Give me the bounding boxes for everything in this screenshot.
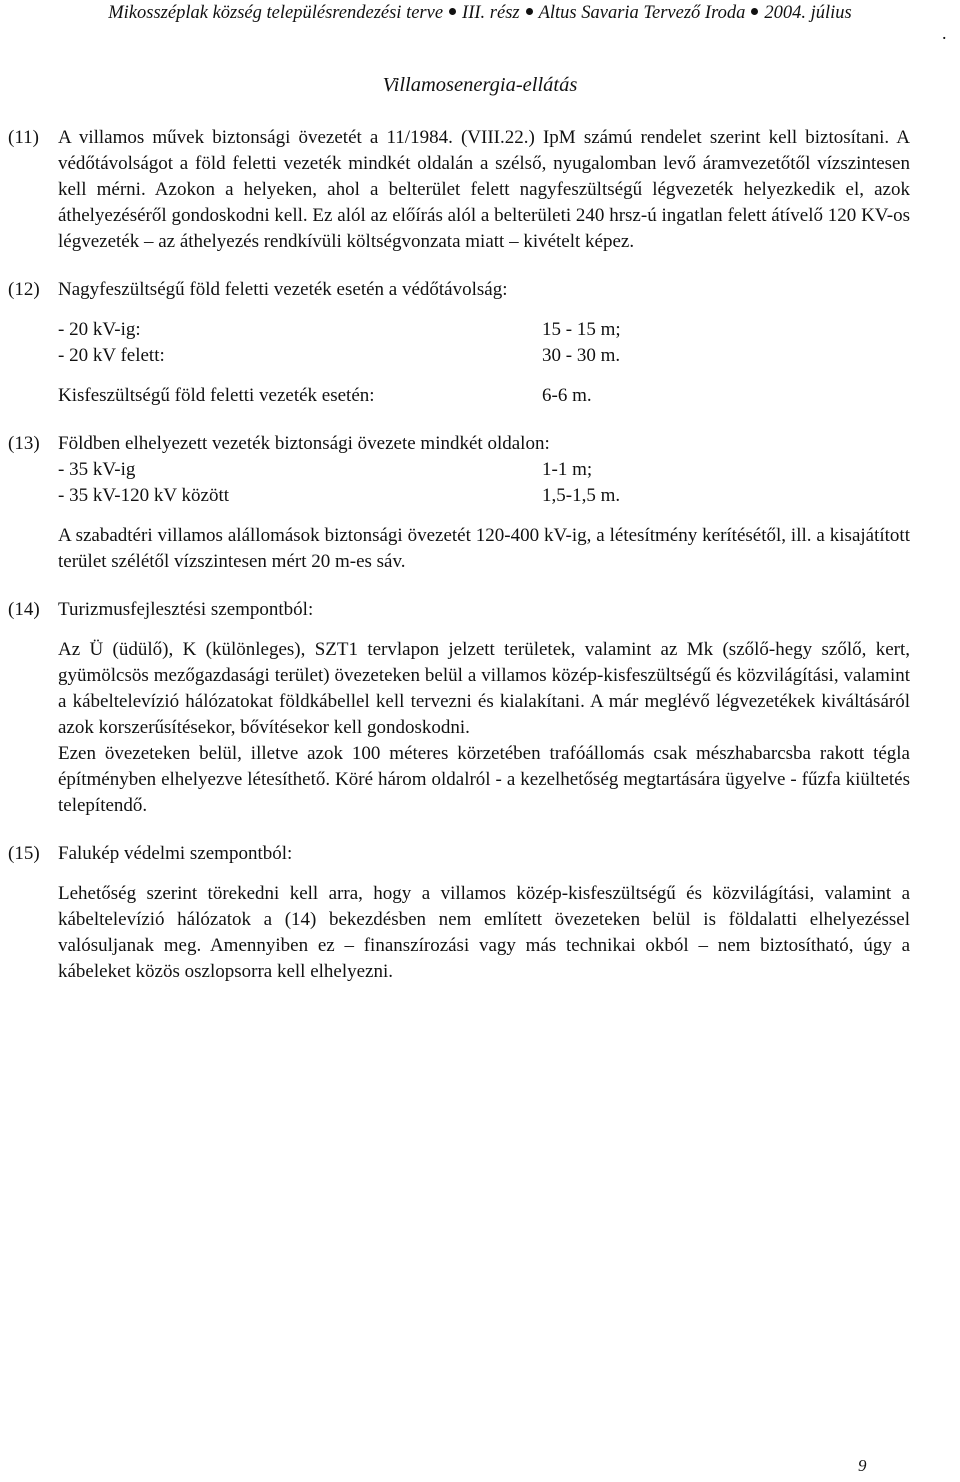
distance-row — [58, 483, 910, 509]
paragraph-number: (15) — [8, 843, 40, 864]
paragraph-14 — [8, 597, 910, 819]
paragraph-12 — [8, 277, 910, 409]
row-label: Kisfeszültségű föld feletti vezeték esetén: — [58, 385, 375, 406]
document-body — [8, 125, 910, 985]
row-value: 6-6 m. — [542, 385, 592, 406]
paragraph-text: Az Ü (üdülő), K (különleges), SZT1 tervlapon jelzett területek, valamint az Mk (szőlő-hegy szőlő, kert, gyümölcsös mezőgazdasági terület) övezeteken belül a villamos közép-kisfeszültségű és közvilágítási, valamint a kábeltelevízió hálózatokat földkábellel kell tervezni és kialakítani. A már meglévő légvezetékek kiváltásáról azok korszerűsítésekor, bővítésekor kell gondoskodni. — [58, 639, 910, 738]
paragraph-15 — [8, 841, 910, 985]
paragraph-text: A villamos művek biztonsági övezetét a 11/1984. (VIII.22.) IpM számú rendelet szerint kell biztosítani. A védőtávolságot a föld feletti vezeték mindkét oldalán a szélső, nyugalomban levő áramvezetőtől vízszintesen kell mérni. Azokon a helyeken, ahol a belterület felett nagyfeszültségű légvezeték helyezkedik el, azok áthelyezéséről gondoskodni kell. Ez alól az előírás alól a belterületi 240 hrsz-ú ingatlan felett átívelő 120 KV-os légvezeték – az áthelyezés rendkívüli költségvonzata miatt – kivételt képez. — [58, 127, 910, 252]
paragraph-number: (11) — [8, 127, 39, 148]
page-number: 9 — [858, 1456, 867, 1475]
row-value: 30 - 30 m. — [542, 345, 621, 366]
row-label: - 20 kV felett: — [58, 345, 165, 366]
row-value: 1-1 m; — [542, 459, 593, 480]
paragraph-11 — [8, 125, 910, 255]
paragraph-number: (12) — [8, 279, 40, 300]
paragraph-text: A szabadtéri villamos alállomások biztonsági övezetét 120-400 kV-ig, a létesítmény kerítésétől, ill. a kisajátított terület szélétől vízszintesen mért 20 m-es sáv. — [58, 525, 910, 572]
paragraph-13 — [8, 431, 910, 575]
paragraph-heading: Nagyfeszültségű föld feletti vezeték esetén a védőtávolság: — [58, 279, 508, 300]
row-label: - 35 kV-ig — [58, 459, 136, 480]
row-label: - 35 kV-120 kV között — [58, 485, 229, 506]
distance-row — [58, 317, 910, 343]
paragraph-heading: Falukép védelmi szempontból: — [58, 843, 293, 864]
running-header — [0, 2, 960, 24]
distance-row — [58, 457, 910, 483]
paragraph-number: (13) — [8, 433, 40, 454]
low-voltage-row — [58, 383, 910, 409]
paragraph-heading: Földben elhelyezett vezeték biztonsági övezete mindkét oldalon: — [58, 433, 550, 454]
paragraph-text: Lehetőség szerint törekedni kell arra, hogy a villamos közép-kisfeszültségű és közvilágítási, valamint a kábeltelevízió hálózatok a (14) bekezdésben nem említett övezeteken belül is földalatti elhelyezéssel valósuljanak meg. Amennyiben ez – finanszírozási vagy más technikai okból – nem biztosítható, úgy a kábeleket közös oszlopsorra kell elhelyezni. — [58, 883, 910, 982]
row-value: 1,5-1,5 m. — [542, 485, 621, 506]
bullet-icon — [751, 8, 758, 15]
header-part: III. rész — [462, 3, 520, 23]
header-author: Altus Savaria Tervező Iroda — [538, 3, 746, 23]
distance-row — [58, 343, 910, 369]
header-trailing-period: . — [942, 23, 947, 43]
header-document-title: Mikosszéplak község településrendezési terve — [108, 3, 444, 23]
bullet-icon — [526, 8, 533, 15]
paragraph-text: Ezen övezeteken belül, illetve azok 100 méteres körzetében trafóállomás csak mészhabarcsba rakott tégla építményben elhelyezve létesíthető. Köré három oldalról - a kezelhetőség megtartására ügyelve - fűzfa kiültetés telepítendő. — [58, 743, 910, 816]
bullet-icon — [449, 8, 456, 15]
paragraph-heading: Turizmusfejlesztési szempontból: — [58, 599, 314, 620]
header-date: 2004. július — [764, 3, 852, 23]
row-value: 15 - 15 m; — [542, 319, 621, 340]
paragraph-number: (14) — [8, 599, 40, 620]
section-title: Villamosenergia-ellátás — [382, 74, 578, 96]
row-label: - 20 kV-ig: — [58, 319, 141, 340]
